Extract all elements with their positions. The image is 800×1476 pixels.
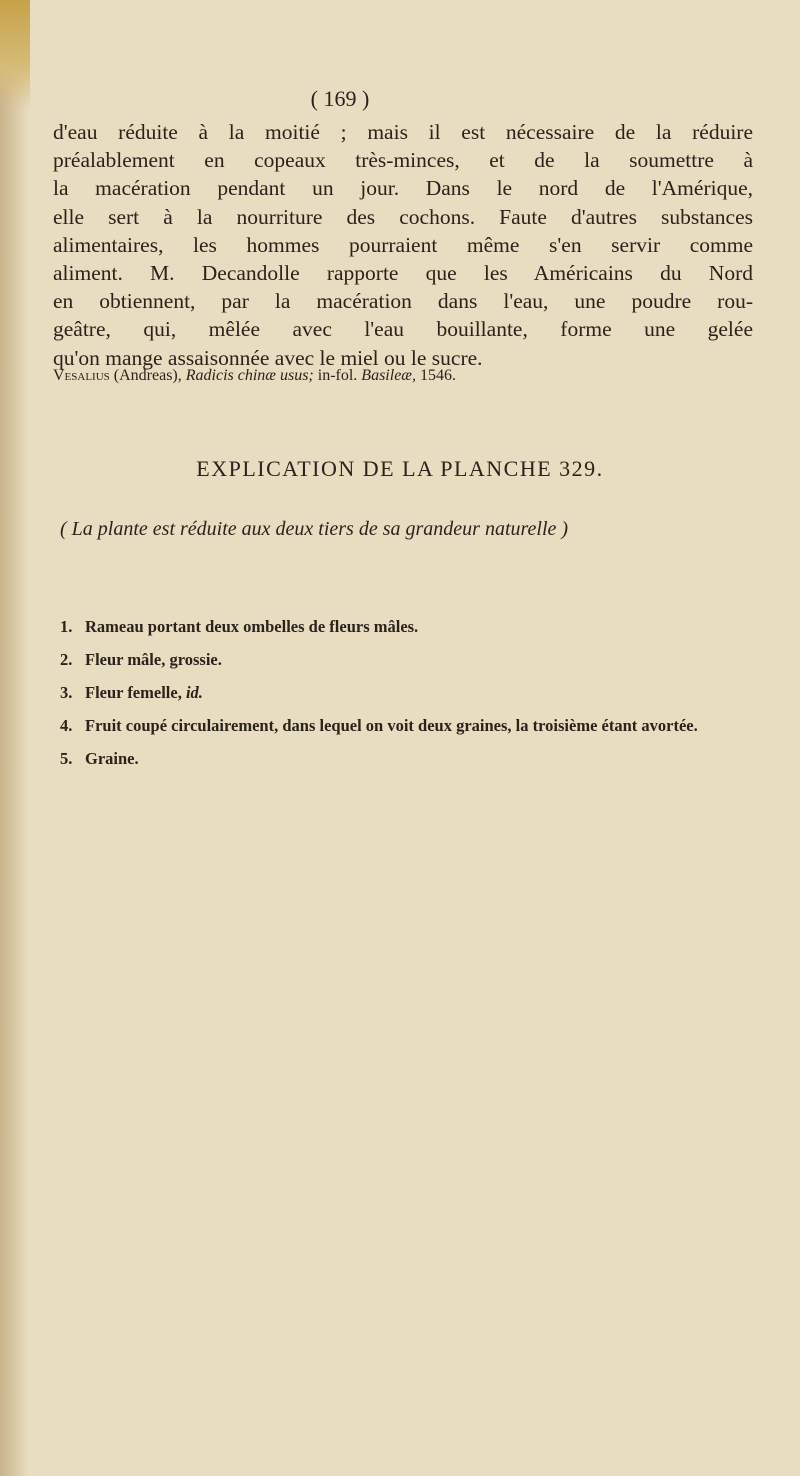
paren-close: ) [561,518,569,540]
legend-description: Fleur mâle, grossie. [85,650,222,669]
legend-number: 2. [60,650,73,669]
legend-item [60,647,740,673]
legend-description: Graine. [85,749,139,768]
body-line: préalablement en copeaux très-minces, et de la soumettre à [53,148,753,173]
legend-description: Fruit coupé circulairement, dans lequel on voit deux graines, la troisième étant avortée. [85,716,698,735]
body-line: alimentaires, les hommes pourraient même s'en servir comme [53,232,753,257]
legend-description: Fleur femelle, [85,683,182,702]
legend-italic-suffix: id. [185,683,203,702]
legend-text [85,614,740,640]
plate-explanation-heading: EXPLICATION DE LA PLANCHE 329. [196,456,604,481]
body-line: qu'on mange assaisonnée avec le miel ou le sucre. [53,345,483,370]
legend-item [60,614,740,640]
reference-year: 1546. [419,367,456,384]
reference-format: in-fol. [317,367,358,384]
body-line: geâtre, qui, mêlée avec l'eau bouillante, forme une gelée [53,317,753,342]
legend-item [60,746,740,772]
page-spine-shadow [0,0,28,1476]
bibliographic-reference [53,367,753,385]
body-line: aliment. M. Decandolle rapporte que les Américains du Nord [53,261,753,286]
body-paragraph [53,118,753,372]
plate-scale-note [60,518,700,541]
legend-number: 3. [60,683,73,702]
reference-given-name: (Andreas), [113,367,182,384]
figure-legend [60,614,740,779]
body-line: la macération pendant un jour. Dans le nord de l'Amérique, [53,176,753,201]
legend-number: 4. [60,716,73,735]
legend-item [60,680,740,706]
paren-open: ( [60,518,67,540]
body-line: en obtiennent, par la macération dans l'eau, une poudre rou- [53,289,753,314]
reference-author: Vesalius [53,367,110,384]
legend-description: Rameau portant deux ombelles de fleurs mâles. [85,617,419,636]
body-line: elle sert à la nourriture des cochons. Faute d'autres substances [53,204,753,229]
reference-place: Basileæ, [361,367,416,384]
body-line: d'eau réduite à la moitié ; mais il est nécessaire de la réduire [53,120,753,144]
legend-number: 5. [60,749,73,768]
legend-text [85,680,740,706]
legend-number: 1. [60,617,73,636]
legend-text [85,713,740,739]
legend-item [60,713,740,739]
legend-text [85,746,740,772]
scale-note-text: La plante est réduite aux deux tiers de sa grandeur naturelle [71,518,557,540]
legend-text [85,647,740,673]
reference-title: Radicis chinæ usus; [185,367,314,384]
page-number: ( 169 ) [310,86,370,111]
